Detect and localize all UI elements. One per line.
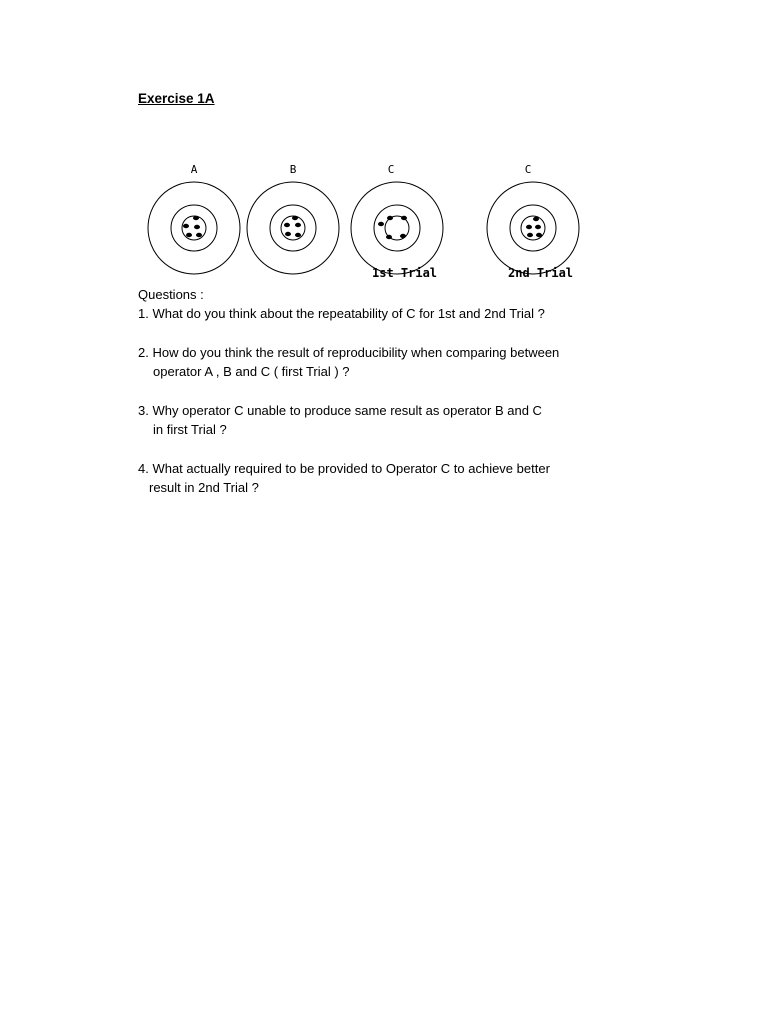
question-2-line-2: operator A , B and C ( first Trial ) ? [153,364,350,379]
targets-diagram [0,0,768,300]
question-3-line-1: 3. Why operator C unable to produce same result as operator B and C [138,403,542,418]
question-4-line-2: result in 2nd Trial ? [149,480,259,495]
question-3-line-2: in first Trial ? [153,422,227,437]
target-label-b: B [289,163,297,176]
question-1: 1. What do you think about the repeatability of C for 1st and 2nd Trial ? [138,306,545,321]
hit-marks-c-first [378,216,407,239]
hit-marks-b [284,216,301,237]
question-2-line-1: 2. How do you think the result of reproducibility when comparing between [138,345,560,360]
target-label-a: A [190,163,198,176]
target-label-c-first: C [387,163,395,176]
trial-label-second: 2nd Trial [508,266,574,280]
target-label-c-second: C [524,163,532,176]
exercise-title: Exercise 1A [138,91,215,106]
question-4-line-1: 4. What actually required to be provided to Operator C to achieve better [138,461,550,476]
target-a [148,182,240,274]
target-b [247,182,339,274]
target-c-second-trial [487,182,579,274]
hit-marks-c-second [526,217,542,237]
target-c-first-trial [351,182,443,274]
trial-label-first: 1st Trial [372,266,438,280]
questions-heading: Questions : [138,287,204,302]
